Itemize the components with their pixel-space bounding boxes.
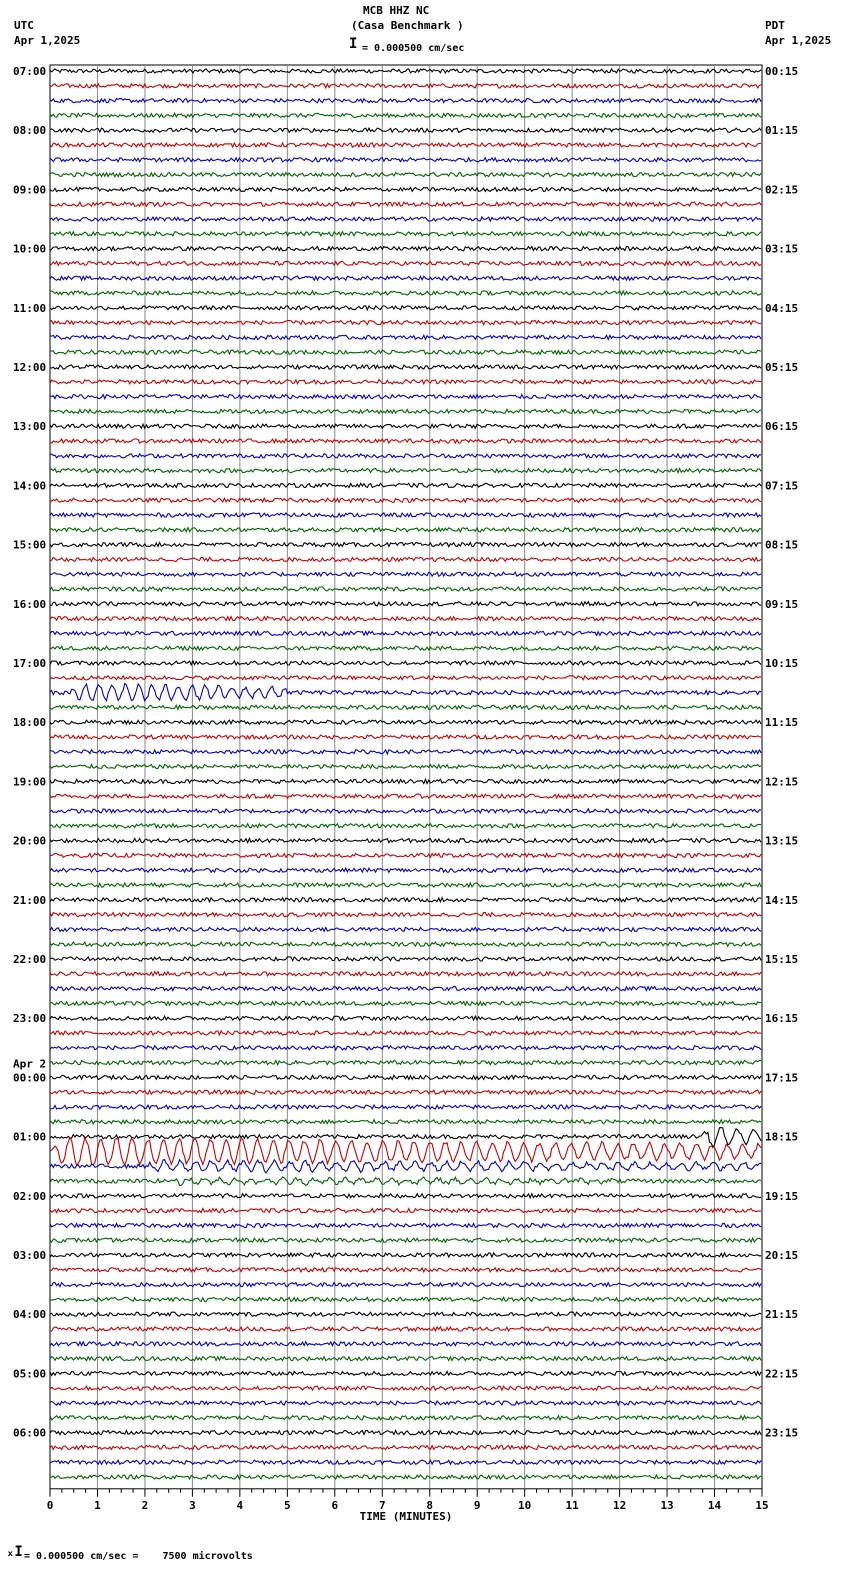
utc-hour-label: 09:00 — [13, 183, 47, 197]
trace-row — [50, 1401, 761, 1405]
trace-row — [50, 380, 761, 384]
x-tick-label: 3 — [189, 1498, 196, 1512]
right-date: Apr 1,2025 — [765, 34, 832, 47]
trace-row — [50, 1460, 761, 1464]
x-tick-label: 12 — [612, 1498, 627, 1512]
pdt-hour-label: 05:15 — [765, 361, 799, 374]
trace-row — [50, 646, 761, 650]
trace-row — [50, 247, 761, 251]
pdt-hour-label: 01:15 — [765, 124, 799, 138]
pdt-hour-label: 04:15 — [765, 301, 799, 315]
trace-row — [50, 883, 761, 887]
trace-row — [50, 868, 761, 872]
pdt-hour-label: 11:15 — [765, 716, 799, 730]
trace-row — [50, 750, 761, 754]
trace-row — [50, 321, 761, 325]
trace-row — [50, 543, 761, 547]
trace-row — [50, 424, 761, 428]
trace-row — [50, 528, 761, 532]
trace-row — [50, 1031, 761, 1035]
x-axis-label: TIME (MINUTES) — [359, 1509, 453, 1523]
pdt-hour-label: 00:15 — [765, 65, 799, 78]
left-date: Apr 1,2025 — [14, 34, 81, 47]
trace-row — [50, 1128, 761, 1148]
x-tick-label: 4 — [236, 1498, 244, 1512]
pdt-hour-label: 06:15 — [765, 420, 799, 434]
trace-row — [50, 572, 761, 576]
trace-row — [50, 1016, 761, 1020]
scale-label: = 0.000500 cm/sec — [362, 43, 465, 54]
utc-hour-label: 03:00 — [13, 1249, 47, 1262]
trace-row — [50, 454, 761, 458]
pdt-hour-label: 16:15 — [765, 1012, 799, 1026]
trace-row — [50, 1238, 761, 1242]
trace-row — [50, 69, 761, 73]
x-tick-label: 14 — [707, 1498, 722, 1512]
right-timezone: PDT — [765, 19, 785, 32]
trace-row — [50, 1416, 761, 1420]
trace-row — [50, 1445, 761, 1449]
utc-hour-label: 04:00 — [13, 1308, 47, 1322]
trace-row — [50, 1268, 761, 1272]
trace-row — [50, 987, 761, 991]
utc-hour-label: 22:00 — [13, 953, 47, 966]
trace-row — [50, 1137, 761, 1165]
trace-row — [50, 942, 761, 946]
trace-row — [50, 395, 761, 399]
utc-hour-label: 12:00 — [13, 361, 47, 374]
trace-row — [50, 913, 761, 917]
trace-row — [50, 276, 761, 280]
utc-hour-label: 20:00 — [13, 834, 47, 848]
pdt-hour-label: 18:15 — [765, 1130, 799, 1144]
x-tick-label: 5 — [284, 1498, 291, 1512]
pdt-hour-label: 21:15 — [765, 1308, 799, 1322]
pdt-hour-label: 10:15 — [765, 657, 799, 670]
pdt-hour-label: 03:15 — [765, 242, 799, 256]
trace-row — [50, 409, 761, 413]
station-location: (Casa Benchmark ) — [351, 19, 464, 32]
trace-row — [50, 853, 761, 857]
utc-hour-label: 07:00 — [13, 65, 47, 78]
utc-hour-label: 21:00 — [13, 893, 47, 907]
pdt-hour-label: 22:15 — [765, 1367, 799, 1381]
utc-hour-label: 16:00 — [13, 597, 47, 611]
trace-row — [50, 557, 761, 561]
trace-row — [50, 705, 761, 709]
utc-hour-label: 19:00 — [13, 775, 47, 789]
trace-row — [50, 158, 761, 162]
x-tick-label: 8 — [426, 1498, 434, 1512]
trace-row — [50, 1431, 761, 1435]
left-timezone: UTC — [14, 19, 34, 32]
trace-row — [50, 128, 761, 132]
trace-row — [50, 617, 761, 621]
trace-row — [50, 187, 761, 191]
pdt-hour-label: 17:15 — [765, 1071, 799, 1085]
trace-row — [50, 779, 761, 783]
trace-row — [50, 469, 761, 473]
utc-hour-label: 14:00 — [13, 479, 47, 493]
trace-row — [50, 794, 761, 798]
trace-row — [50, 684, 761, 701]
utc-hour-label: 23:00 — [13, 1012, 47, 1026]
footer-scale-note: = 0.000500 cm/sec = 7500 microvolts — [24, 1551, 253, 1562]
pdt-hour-label: 20:15 — [765, 1249, 799, 1262]
trace-row — [50, 927, 761, 931]
trace-row — [50, 676, 761, 680]
utc-hour-label: 08:00 — [13, 124, 47, 138]
pdt-hour-label: 09:15 — [765, 597, 799, 611]
pdt-hour-label: 02:15 — [765, 183, 799, 197]
trace-row — [50, 1357, 761, 1361]
trace-row — [50, 1223, 761, 1227]
utc-hour-label: 15:00 — [13, 538, 47, 552]
pdt-hour-label: 12:15 — [765, 775, 799, 789]
utc-hour-label: 18:00 — [13, 716, 47, 730]
x-tick-label: 10 — [518, 1498, 532, 1512]
trace-row — [50, 1327, 761, 1331]
trace-row — [50, 1075, 761, 1079]
utc-hour-label: 02:00 — [13, 1189, 47, 1203]
trace-row — [50, 99, 761, 103]
trace-row — [50, 602, 761, 606]
trace-row — [50, 839, 761, 843]
trace-row — [50, 661, 761, 665]
utc-hour-label: 06:00 — [13, 1426, 47, 1440]
trace-row — [50, 1120, 761, 1124]
utc-hour-label: 05:00 — [13, 1367, 47, 1381]
trace-row — [50, 217, 761, 221]
pdt-hour-label: 13:15 — [765, 834, 799, 848]
x-tick-label: 6 — [331, 1498, 339, 1512]
trace-row — [50, 1001, 761, 1005]
trace-row — [50, 957, 761, 961]
pdt-hour-label: 19:15 — [765, 1189, 799, 1203]
trace-row — [50, 1297, 761, 1301]
trace-row — [50, 1342, 761, 1346]
trace-row — [50, 483, 761, 487]
trace-row — [50, 720, 761, 724]
utc-hour-label: 01:00 — [13, 1130, 47, 1144]
trace-row — [50, 1209, 761, 1213]
utc-hour-label: 17:00 — [13, 657, 47, 670]
scale-bar-icon: I — [349, 36, 358, 52]
trace-row — [50, 809, 761, 813]
x-tick-label: 1 — [94, 1498, 101, 1512]
trace-row — [50, 1090, 761, 1094]
trace-row — [50, 1386, 761, 1390]
x-tick-label: 7 — [378, 1498, 386, 1512]
pdt-hour-label: 14:15 — [765, 893, 799, 907]
trace-row — [50, 306, 761, 310]
station-title: MCB HHZ NC — [363, 4, 430, 17]
trace-row — [50, 291, 761, 295]
pdt-hour-label: 07:15 — [765, 479, 799, 493]
utc-hour-label: 13:00 — [13, 420, 47, 434]
trace-row — [50, 232, 761, 236]
trace-row — [50, 498, 761, 502]
trace-row — [50, 1061, 761, 1065]
trace-row — [50, 631, 761, 635]
trace-row — [50, 1475, 761, 1479]
trace-row — [50, 824, 761, 828]
x-tick-label: 0 — [46, 1498, 54, 1512]
trace-row — [50, 765, 761, 769]
trace-row — [50, 1177, 761, 1186]
trace-row — [50, 439, 761, 443]
trace-row — [50, 173, 761, 177]
trace-row — [50, 143, 761, 147]
trace-row — [50, 335, 761, 339]
trace-row — [50, 261, 761, 265]
trace-row — [50, 1312, 761, 1316]
x-tick-label: 9 — [473, 1498, 481, 1512]
trace-row — [50, 1371, 761, 1375]
pdt-hour-label: 15:15 — [765, 953, 799, 966]
trace-row — [50, 113, 761, 117]
utc-hour-label: 10:00 — [13, 242, 47, 256]
footer-scale-icon: ₓI — [6, 1544, 23, 1560]
trace-row — [50, 513, 761, 517]
utc-hour-label: 11:00 — [13, 301, 47, 315]
utc-hour-label: 00:00 — [13, 1071, 47, 1085]
trace-row — [50, 1105, 761, 1109]
x-tick-label: 2 — [141, 1498, 149, 1512]
trace-row — [50, 587, 761, 591]
x-tick-label: 11 — [565, 1498, 579, 1512]
trace-row — [50, 1283, 761, 1287]
trace-row — [50, 202, 761, 206]
trace-row — [50, 84, 761, 88]
x-tick-label: 13 — [660, 1498, 674, 1512]
x-tick-label: 15 — [755, 1498, 769, 1512]
trace-row — [50, 972, 761, 976]
trace-row — [50, 365, 761, 369]
trace-row — [50, 1194, 761, 1198]
trace-row — [50, 1253, 761, 1257]
trace-row — [50, 1046, 761, 1050]
trace-row — [50, 898, 761, 902]
utc-date-change-label: Apr 2 — [13, 1057, 47, 1071]
pdt-hour-label: 23:15 — [765, 1426, 799, 1440]
trace-row — [50, 350, 761, 354]
trace-row — [50, 735, 761, 739]
pdt-hour-label: 08:15 — [765, 538, 799, 552]
